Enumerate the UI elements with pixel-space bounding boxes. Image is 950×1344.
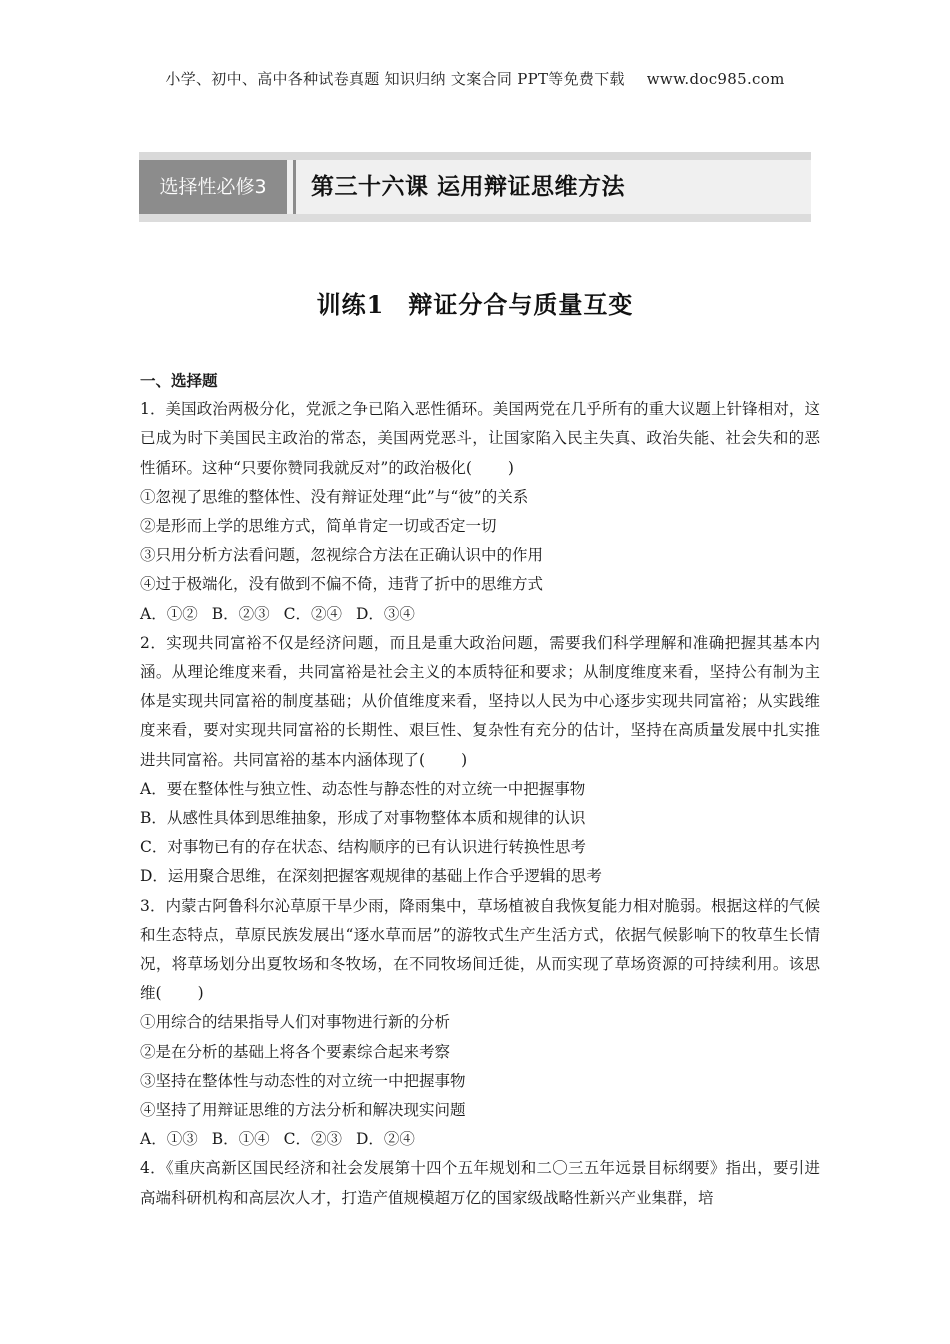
exercise-number: 训练1 [316, 290, 385, 319]
question-3-statement-4: ④坚持了用辩证思维的方法分析和解决现实问题 [140, 1101, 466, 1120]
section-heading: 一、选择题 [140, 371, 218, 390]
option-a: A．①③ [140, 1130, 198, 1149]
question-2-choice-b: B．从感性具体到思维抽象，形成了对事物整体本质和规律的认识 [140, 809, 586, 828]
option-b: B．①④ [211, 1130, 270, 1149]
question-1-statement-4: ④过于极端化，没有做到不偏不倚，违背了折中的思维方式 [140, 575, 544, 594]
option-b: B．②③ [211, 604, 270, 623]
question-2-choice-a: A．要在整体性与独立性、动态性与静态性的对立统一中把握事物 [140, 779, 586, 798]
question-3-statement-1: ①用综合的结果指导人们对事物进行新的分析 [140, 1013, 451, 1032]
question-2-choice-c: C．对事物已有的存在状态、结构顺序的已有认识进行转换性思考 [140, 838, 586, 857]
option-c: C．②④ [283, 604, 342, 623]
question-1-stem: 1．美国政治两极分化，党派之争已陷入恶性循环。美国两党在几乎所有的重大议题上针锋相对，这已成为时下美国民主政治的常态，美国两党恶斗，让国家陷入民主失真、政治失能、社会失和的恶性循环。这种“只要你赞同我就反对”的政治极化( ) [140, 400, 820, 477]
question-1-statement-1: ①忽视了思维的整体性、没有辩证处理“此”与“彼”的关系 [140, 487, 529, 506]
question-2-stem: 2．实现共同富裕不仅是经济问题，而且是重大政治问题，需要我们科学理解和准确把握其基本内涵。从理论维度来看，共同富裕是社会主义的本质特征和要求；从制度维度来看，坚持公有制为主体是实现共同富裕的制度基础；从价值维度来看，坚持以人民为中心逐步实现共同富裕；从实践维度来看，要对实现共同富裕的长期性、艰巨性、复杂性有充分的估计，坚持在高质量发展中扎实推进共同富裕。共同富裕的基本内涵体现了( ) [140, 633, 820, 769]
site-header-text: 小学、初中、高中各种试卷真题 知识归纳 文案合同 PPT等免费下载 [165, 70, 625, 88]
question-3-options [140, 1125, 820, 1154]
option-c: C．②③ [283, 1130, 342, 1149]
option-d: D．③④ [355, 604, 415, 623]
question-1-statement-2: ②是形而上学的思维方式，简单肯定一切或否定一切 [140, 517, 497, 536]
question-3-stem: 3．内蒙古阿鲁科尔沁草原干旱少雨，降雨集中，草场植被自我恢复能力相对脆弱。根据这样的气候和生态特点，草原民族发展出“逐水草而居”的游牧式生产生活方式，依据气候影响下的牧草生长情况，将草场划分出夏牧场和冬牧场，在不同牧场间迁徙，从而实现了草场资源的可持续利用。该思维( ) [140, 896, 820, 1003]
banner-divider [293, 160, 296, 214]
module-tag: 选择性必修3 [139, 160, 287, 214]
question-3-statement-3: ③坚持在整体性与动态性的对立统一中把握事物 [140, 1071, 466, 1090]
question-4-stem: 4．《重庆高新区国民经济和社会发展第十四个五年规划和二〇三五年远景目标纲要》指出，要引进高端科研机构和高层次人才，打造产值规模超万亿的国家级战略性新兴产业集群，培 [140, 1159, 820, 1207]
option-a: A．①② [140, 604, 198, 623]
lesson-banner [139, 152, 811, 222]
option-d: D．②④ [355, 1130, 415, 1149]
question-2-choice-d: D．运用聚合思维，在深刻把握客观规律的基础上作合乎逻辑的思考 [140, 867, 602, 886]
question-content [140, 366, 820, 1213]
site-url-link[interactable]: www.doc985.com [646, 70, 785, 88]
question-3-statement-2: ②是在分析的基础上将各个要素综合起来考察 [140, 1042, 451, 1061]
site-header [0, 68, 950, 89]
question-1-statement-3: ③只用分析方法看问题，忽视综合方法在正确认识中的作用 [140, 546, 544, 565]
lesson-title: 第三十六课 运用辩证思维方法 [311, 173, 626, 200]
exercise-topic: 辩证分合与质量互变 [408, 290, 634, 319]
exercise-title [0, 285, 950, 320]
question-1-options [140, 600, 820, 629]
